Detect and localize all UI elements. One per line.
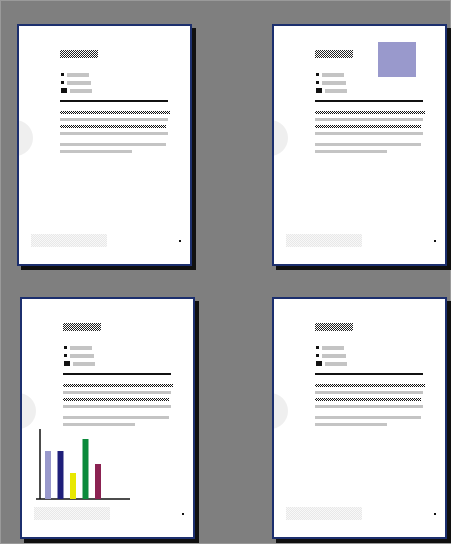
bullet-row xyxy=(316,345,344,350)
chart-bar-4 xyxy=(83,439,89,499)
body-text-line xyxy=(315,132,423,135)
image-placeholder xyxy=(378,42,416,77)
side-decoration xyxy=(20,393,36,429)
thumbnail-title-and-text-alt[interactable] xyxy=(272,297,447,539)
bullet-row xyxy=(61,88,92,93)
chart-placeholder xyxy=(32,425,132,507)
title-placeholder xyxy=(60,50,98,58)
footer-placeholder xyxy=(34,507,110,520)
body-text-line xyxy=(315,398,421,401)
page-number-mark xyxy=(434,513,436,515)
body-text-line xyxy=(60,118,168,121)
body-text-line xyxy=(315,391,423,394)
bullet-row xyxy=(316,361,347,366)
body-text-line xyxy=(315,118,423,121)
thumbnail-title-text-and-chart[interactable] xyxy=(20,297,195,539)
footer-placeholder xyxy=(286,507,362,520)
body-text-line xyxy=(60,132,168,135)
side-decoration xyxy=(272,120,288,156)
divider-rule xyxy=(315,100,423,102)
chart-bar-1 xyxy=(45,451,51,499)
bullet-row xyxy=(64,353,94,358)
body-text-line xyxy=(315,405,423,408)
body-text-line xyxy=(60,143,166,146)
bullet-row xyxy=(316,88,347,93)
bullet-row xyxy=(61,80,91,85)
bullet-row xyxy=(316,72,344,77)
body-text-line xyxy=(60,111,170,114)
bullet-row xyxy=(316,80,346,85)
bullet-row xyxy=(61,72,89,77)
body-text-line xyxy=(63,384,173,387)
bullet-row xyxy=(64,361,95,366)
body-text-line xyxy=(60,150,132,153)
body-text-line xyxy=(315,416,421,419)
side-decoration xyxy=(272,393,288,429)
body-text-line xyxy=(315,423,387,426)
body-text-line xyxy=(63,405,171,408)
divider-rule xyxy=(315,373,423,375)
body-text-line xyxy=(315,125,421,128)
body-text-line xyxy=(315,384,425,387)
chart-bar-2 xyxy=(58,451,64,499)
chart-bar-5 xyxy=(95,464,101,499)
title-placeholder xyxy=(63,323,101,331)
chart-bar-3 xyxy=(70,473,76,499)
footer-placeholder xyxy=(31,234,107,247)
title-placeholder xyxy=(315,50,353,58)
bullet-row xyxy=(316,353,346,358)
body-text-line xyxy=(63,391,171,394)
thumbnail-title-text-and-image[interactable] xyxy=(272,24,447,266)
body-text-line xyxy=(315,111,425,114)
bullet-row xyxy=(64,345,92,350)
page-number-mark xyxy=(179,240,181,242)
body-text-line xyxy=(315,143,421,146)
page-number-mark xyxy=(434,240,436,242)
page-number-mark xyxy=(182,513,184,515)
title-placeholder xyxy=(315,323,353,331)
divider-rule xyxy=(60,100,168,102)
body-text-line xyxy=(63,398,169,401)
divider-rule xyxy=(63,373,171,375)
side-decoration xyxy=(17,120,33,156)
thumbnail-title-and-text[interactable] xyxy=(17,24,192,266)
body-text-line xyxy=(315,150,387,153)
body-text-line xyxy=(63,416,169,419)
body-text-line xyxy=(60,125,166,128)
footer-placeholder xyxy=(286,234,362,247)
